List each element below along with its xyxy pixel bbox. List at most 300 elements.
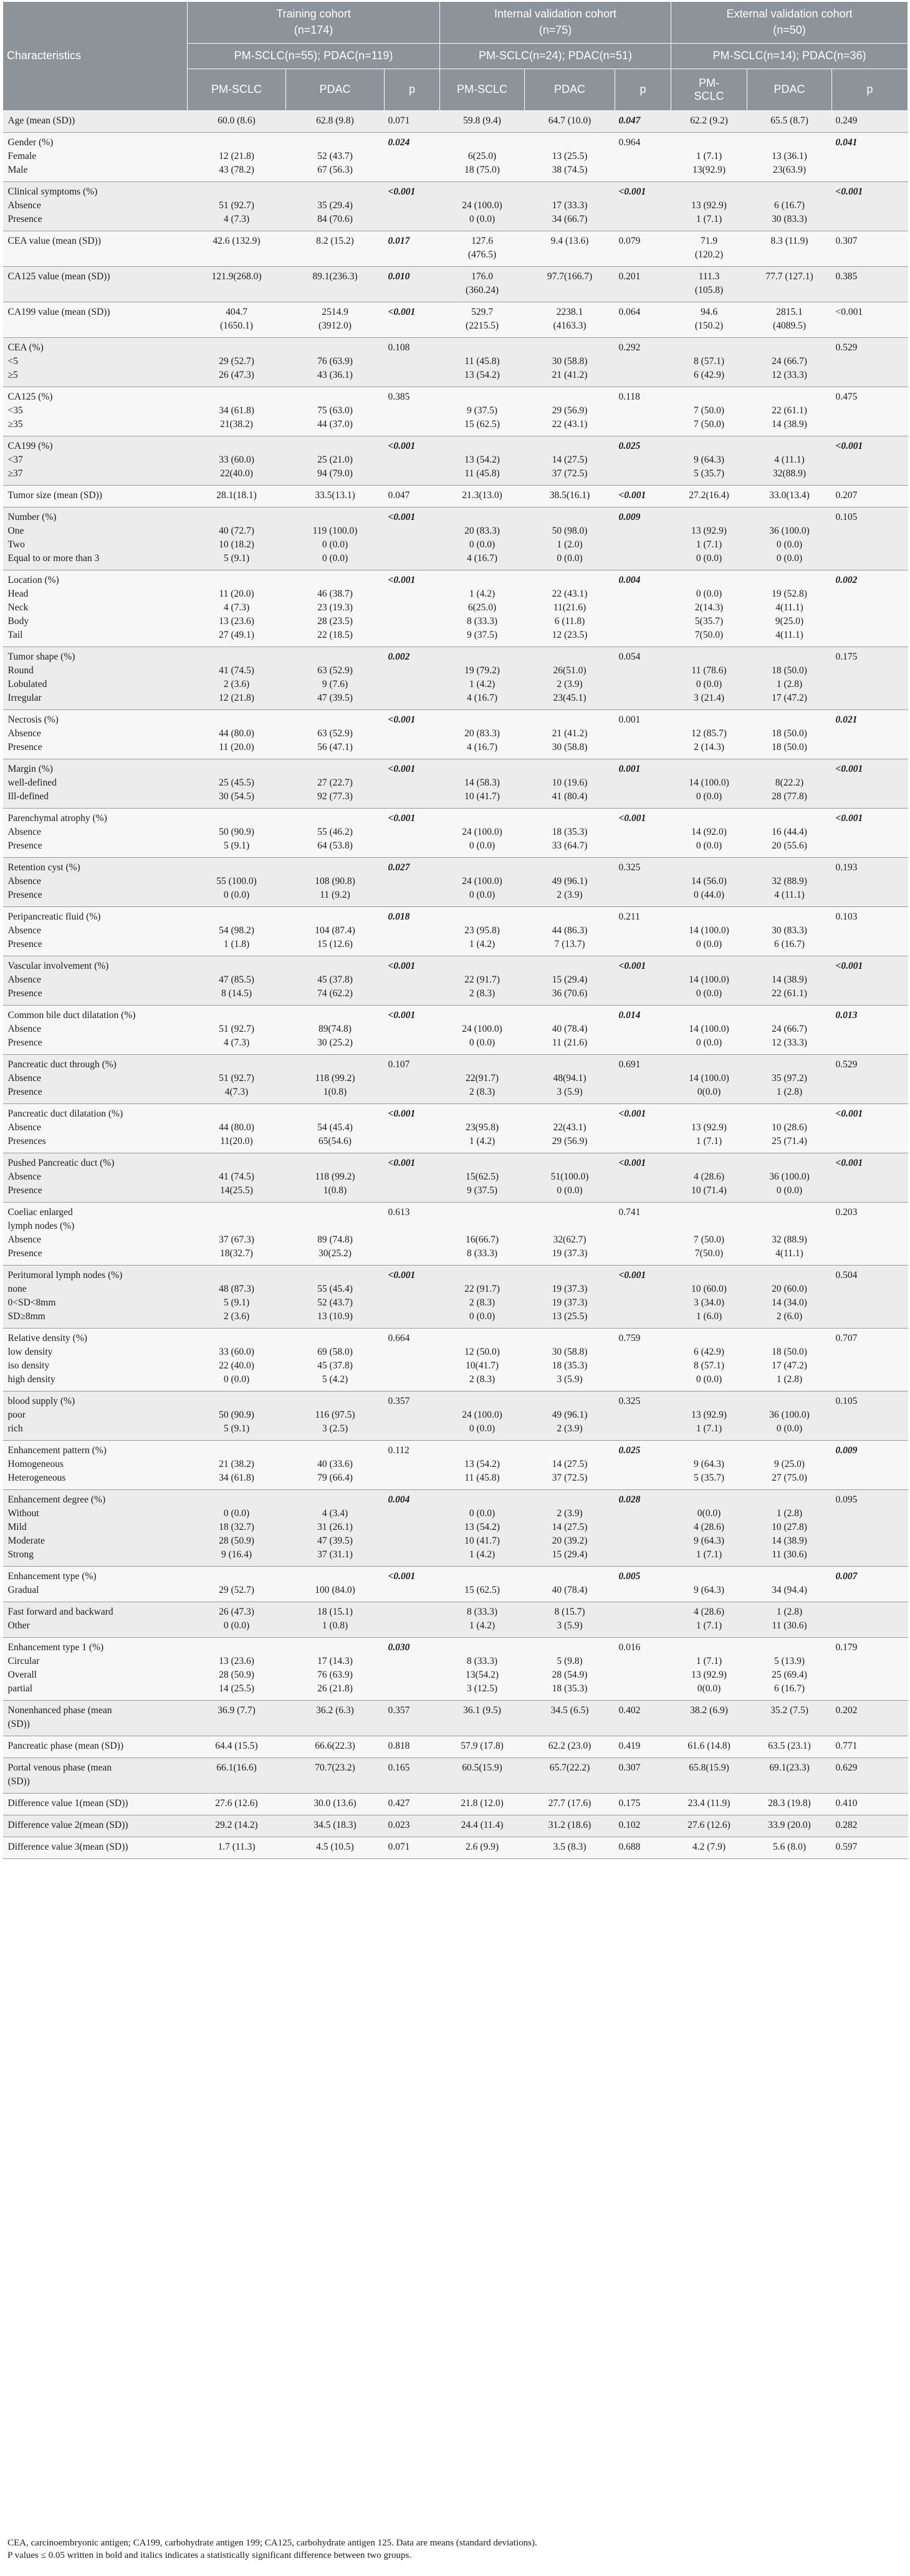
- table-cell: 38.2 (6.9): [671, 1701, 747, 1736]
- table-cell: 1 (7.1) 13(92.9): [671, 133, 747, 182]
- table-cell: 1 (2.8) 10 (27.8) 14 (38.9) 11 (30.6): [747, 1490, 832, 1567]
- p-value-cell: 0.325: [615, 1391, 671, 1441]
- table-row: [3, 759, 908, 809]
- table-cell: 33 (60.0) 22 (40.0) 0 (0.0): [188, 1329, 286, 1391]
- table-cell: 19 (79.2) 1 (4.2) 4 (16.7): [440, 647, 525, 710]
- table-cell: 40 (33.6) 79 (66.4): [286, 1441, 385, 1490]
- table-cell: 14 (100.0) 0 (0.0): [671, 1006, 747, 1055]
- table-cell: 29 (52.7): [188, 1567, 286, 1602]
- p-value-cell: <0.001: [832, 809, 908, 858]
- row-label: Pancreatic duct dilatation (%) Absence Presences: [3, 1104, 188, 1153]
- table-cell: 3.5 (8.3): [525, 1837, 615, 1859]
- table-cell: 8(22.2) 28 (77.8): [747, 759, 832, 809]
- p-value-cell: <0.001: [385, 1104, 440, 1153]
- column-header: PDAC: [525, 69, 615, 111]
- table-cell: 33 (60.0) 22(40.0): [188, 436, 286, 486]
- table-cell: 63 (52.9) 56 (47.1): [286, 710, 385, 759]
- table-row: [3, 436, 908, 486]
- p-value-cell: 0.175: [832, 647, 908, 710]
- row-label: Fast forward and backward Other: [3, 1602, 188, 1638]
- table-cell: 13 (54.2) 11 (45.8): [440, 1441, 525, 1490]
- table-cell: 19 (52.8) 4(11.1) 9(25.0) 4(11.1): [747, 570, 832, 647]
- table-cell: 38.5(16.1): [525, 486, 615, 507]
- row-label: CA125 (%) <35 ≥35: [3, 387, 188, 436]
- table-row: [3, 111, 908, 133]
- table-cell: 35.2 (7.5): [747, 1701, 832, 1736]
- table-cell: 49 (96.1) 2 (3.9): [525, 1391, 615, 1441]
- table-cell: 118 (99.2) 1(0.8): [286, 1153, 385, 1203]
- table-row: [3, 1758, 908, 1794]
- table-cell: 13 (92.9) 1 (7.1): [671, 1104, 747, 1153]
- p-value-cell: 0.023: [385, 1815, 440, 1837]
- table-cell: 8 (57.1) 6 (42.9): [671, 338, 747, 387]
- p-value-cell: 0.071: [385, 111, 440, 133]
- row-label: Difference value 3(mean (SD)): [3, 1837, 188, 1859]
- table-cell: 32 (88.9) 4 (11.1): [747, 858, 832, 907]
- table-cell: 48(94.1) 3 (5.9): [525, 1055, 615, 1104]
- table-cell: 44 (80.0) 11 (20.0): [188, 710, 286, 759]
- table-cell: 41 (74.5) 2 (3.6) 12 (21.8): [188, 647, 286, 710]
- p-value-cell: 0.108: [385, 338, 440, 387]
- row-label: Age (mean (SD)): [3, 111, 188, 133]
- table-row: [3, 387, 908, 436]
- p-value-cell: 0.047: [615, 111, 671, 133]
- row-label: Enhancement type (%) Gradual: [3, 1567, 188, 1602]
- column-header: p: [615, 69, 671, 111]
- footnote-significance: P values ≤ 0.05 written in bold and italics indicates a statistically significant difference between two groups.: [7, 2550, 412, 2560]
- table-cell: 51 (92.7) 4 (7.3): [188, 182, 286, 231]
- table-cell: 9 (64.3) 5 (35.7): [671, 1441, 747, 1490]
- table-cell: 24 (100.0) 0 (0.0): [440, 858, 525, 907]
- table-row: [3, 267, 908, 302]
- table-cell: 529.7 (2215.5): [440, 302, 525, 338]
- table-row: [3, 1153, 908, 1203]
- table-cell: 45 (37.8) 74 (62.2): [286, 956, 385, 1006]
- row-label: Enhancement degree (%) Without Mild Moderate Strong: [3, 1490, 188, 1567]
- row-label: Enhancement type 1 (%) Circular Overall partial: [3, 1638, 188, 1701]
- table-cell: 2.6 (9.9): [440, 1837, 525, 1859]
- column-header: p: [385, 69, 440, 111]
- p-value-cell: 0.385: [385, 387, 440, 436]
- table-row: [3, 507, 908, 570]
- p-value-cell: <0.001: [832, 956, 908, 1006]
- table-cell: 24 (100.0) 0 (0.0): [440, 1006, 525, 1055]
- table-cell: 11 (45.8) 13 (54.2): [440, 338, 525, 387]
- row-label: Coeliac enlarged lymph nodes (%) Absence Presence: [3, 1203, 188, 1266]
- table-row: [3, 182, 908, 231]
- table-cell: 116 (97.5) 3 (2.5): [286, 1391, 385, 1441]
- table-cell: 18 (35.3) 33 (64.7): [525, 809, 615, 858]
- table-row: [3, 1203, 908, 1266]
- p-value-cell: 0.771: [832, 1736, 908, 1758]
- column-header: p: [832, 69, 908, 111]
- p-value-cell: 0.207: [832, 486, 908, 507]
- table-row: [3, 338, 908, 387]
- table-cell: 16 (44.4) 20 (55.6): [747, 809, 832, 858]
- row-label: Peritumoral lymph nodes (%) none 0<SD<8mm SD≥8mm: [3, 1266, 188, 1329]
- p-value-cell: 0.105: [832, 1391, 908, 1441]
- p-value-cell: 0.818: [385, 1736, 440, 1758]
- table-cell: 6 (16.7) 30 (83.3): [747, 182, 832, 231]
- p-value-cell: 0.629: [832, 1758, 908, 1794]
- table-row: [3, 858, 908, 907]
- table-cell: 104 (87.4) 15 (12.6): [286, 907, 385, 956]
- p-value-cell: <0.001: [385, 1006, 440, 1055]
- table-cell: 66.6(22.3): [286, 1736, 385, 1758]
- table-cell: 24 (100.0) 0 (0.0): [440, 182, 525, 231]
- p-value-cell: 0.688: [615, 1837, 671, 1859]
- table-cell: 9.4 (13.6): [525, 231, 615, 267]
- table-cell: 62.2 (23.0): [525, 1736, 615, 1758]
- table-cell: 10 (60.0) 3 (34.0) 1 (6.0): [671, 1266, 747, 1329]
- table-cell: 50 (90.9) 5 (9.1): [188, 1391, 286, 1441]
- p-value-cell: <0.001: [385, 1153, 440, 1203]
- p-value-cell: 0.018: [385, 907, 440, 956]
- table-cell: 17 (14.3) 76 (63.9) 26 (21.8): [286, 1638, 385, 1701]
- table-row: [3, 1701, 908, 1736]
- p-value-cell: 0.071: [385, 1837, 440, 1859]
- table-cell: 40 (78.4) 11 (21.6): [525, 1006, 615, 1055]
- table-cell: 65.7(22.2): [525, 1758, 615, 1794]
- table-cell: 13 (92.9) 1 (7.1): [671, 1391, 747, 1441]
- p-value-cell: 0.211: [615, 907, 671, 956]
- table-row: [3, 1055, 908, 1104]
- p-value-cell: [615, 1602, 671, 1638]
- table-cell: 24 (66.7) 12 (33.3): [747, 1006, 832, 1055]
- p-value-cell: 0.410: [832, 1794, 908, 1815]
- p-value-cell: 0.103: [832, 907, 908, 956]
- table-row: [3, 1266, 908, 1329]
- table-cell: 31.2 (18.6): [525, 1815, 615, 1837]
- table-row: [3, 1837, 908, 1859]
- table-cell: 17 (33.3) 34 (66.7): [525, 182, 615, 231]
- row-label: Difference value 1(mean (SD)): [3, 1794, 188, 1815]
- table-row: [3, 1391, 908, 1441]
- table-cell: 111.3 (105.8): [671, 267, 747, 302]
- table-cell: 118 (99.2) 1(0.8): [286, 1055, 385, 1104]
- table-cell: 62.2 (9.2): [671, 111, 747, 133]
- table-cell: 21.3(13.0): [440, 486, 525, 507]
- row-label: Pushed Pancreatic duct (%) Absence Presence: [3, 1153, 188, 1203]
- p-value-cell: 0.325: [615, 858, 671, 907]
- table-cell: 10 (19.6) 41 (80.4): [525, 759, 615, 809]
- table-cell: 51(100.0) 0 (0.0): [525, 1153, 615, 1203]
- p-value-cell: [385, 1602, 440, 1638]
- table-cell: 14 (58.3) 10 (41.7): [440, 759, 525, 809]
- table-row: [3, 1329, 908, 1391]
- table-cell: 7 (50.0) 7 (50.0): [671, 387, 747, 436]
- table-cell: 8 (33.3) 1 (4.2): [440, 1602, 525, 1638]
- table-cell: 9 (64.3) 5 (35.7): [671, 436, 747, 486]
- row-label: CA199 (%) <37 ≥37: [3, 436, 188, 486]
- table-cell: 34.5 (6.5): [525, 1701, 615, 1736]
- table-cell: 18 (15.1) 1 (0.8): [286, 1602, 385, 1638]
- row-label: Portal venous phase (mean (SD)): [3, 1758, 188, 1794]
- p-value-cell: <0.001: [385, 302, 440, 338]
- p-value-cell: <0.001: [385, 507, 440, 570]
- table-cell: 27.6 (12.6): [671, 1815, 747, 1837]
- table-cell: 27.2(16.4): [671, 486, 747, 507]
- row-label: Number (%) One Two Equal to or more than 3: [3, 507, 188, 570]
- table-cell: 50 (98.0) 1 (2.0) 0 (0.0): [525, 507, 615, 570]
- table-cell: 5 (9.8) 28 (54.9) 18 (35.3): [525, 1638, 615, 1701]
- column-header: PDAC: [747, 69, 832, 111]
- table-cell: 94.6 (150.2): [671, 302, 747, 338]
- p-value-cell: <0.001: [615, 1104, 671, 1153]
- p-value-cell: 0.597: [832, 1837, 908, 1859]
- p-value-cell: <0.001: [832, 436, 908, 486]
- table-cell: 33.5(13.1): [286, 486, 385, 507]
- table-cell: 36 (100.0) 0 (0.0): [747, 1153, 832, 1203]
- table-cell: 69.1(23.3): [747, 1758, 832, 1794]
- table-cell: 14 (100.0) 0(0.0): [671, 1055, 747, 1104]
- p-value-cell: 0.054: [615, 647, 671, 710]
- table-cell: 13 (36.1) 23(63.9): [747, 133, 832, 182]
- p-value-cell: <0.001: [385, 570, 440, 647]
- p-value-cell: 0.025: [615, 436, 671, 486]
- table-row: [3, 1104, 908, 1153]
- table-cell: 0 (0.0) 18 (32.7) 28 (50.9) 9 (16.4): [188, 1490, 286, 1567]
- table-cell: 4.2 (7.9): [671, 1837, 747, 1859]
- p-value-cell: <0.001: [385, 436, 440, 486]
- table-cell: 24 (100.0) 0 (0.0): [440, 809, 525, 858]
- row-label: Difference value 2(mean (SD)): [3, 1815, 188, 1837]
- table-cell: 97.7(166.7): [525, 267, 615, 302]
- row-label: Retention cyst (%) Absence Presence: [3, 858, 188, 907]
- table-cell: 24 (100.0) 0 (0.0): [440, 1391, 525, 1441]
- table-cell: 34.5 (18.3): [286, 1815, 385, 1837]
- table-cell: 71.9 (120.2): [671, 231, 747, 267]
- table-cell: 24 (66.7) 12 (33.3): [747, 338, 832, 387]
- table-cell: 34 (61.8) 21(38.2): [188, 387, 286, 436]
- p-value-cell: 0.707: [832, 1329, 908, 1391]
- table-cell: 24.4 (11.4): [440, 1815, 525, 1837]
- column-header: PM-SCLC: [188, 69, 286, 111]
- table-cell: 36.2 (6.3): [286, 1701, 385, 1736]
- table-cell: 55 (100.0) 0 (0.0): [188, 858, 286, 907]
- table-cell: 13 (25.5) 38 (74.5): [525, 133, 615, 182]
- table-cell: 47 (85.5) 8 (14.5): [188, 956, 286, 1006]
- p-value-cell: 0.249: [832, 111, 908, 133]
- table-cell: 21 (41.2) 30 (58.8): [525, 710, 615, 759]
- table-cell: 15(62.5) 9 (37.5): [440, 1153, 525, 1203]
- table-cell: 89.1(236.3): [286, 267, 385, 302]
- p-value-cell: 0.016: [615, 1638, 671, 1701]
- p-value-cell: 0.047: [385, 486, 440, 507]
- table-cell: 4 (11.1) 32(88.9): [747, 436, 832, 486]
- table-cell: 55 (46.2) 64 (53.8): [286, 809, 385, 858]
- p-value-cell: [832, 1602, 908, 1638]
- p-value-cell: 0.017: [385, 231, 440, 267]
- table-cell: 5.6 (8.0): [747, 1837, 832, 1859]
- p-value-cell: 0.201: [615, 267, 671, 302]
- p-value-cell: <0.001: [385, 1567, 440, 1602]
- table-cell: 8 (15.7) 3 (5.9): [525, 1602, 615, 1638]
- table-row: [3, 1602, 908, 1638]
- table-cell: 176.0 (360.24): [440, 267, 525, 302]
- table-row: [3, 647, 908, 710]
- p-value-cell: 0.004: [385, 1490, 440, 1567]
- p-value-cell: 0.064: [615, 302, 671, 338]
- table-cell: 25 (45.5) 30 (54.5): [188, 759, 286, 809]
- table-row: [3, 956, 908, 1006]
- p-value-cell: 0.357: [385, 1701, 440, 1736]
- table-cell: 2815.1 (4089.5): [747, 302, 832, 338]
- row-label: Peripancreatic fluid (%) Absence Presence: [3, 907, 188, 956]
- table-cell: 40 (78.4): [525, 1567, 615, 1602]
- row-label: Nonenhanced phase (mean (SD)): [3, 1701, 188, 1736]
- table-cell: 77.7 (127.1): [747, 267, 832, 302]
- table-cell: 33.0(13.4): [747, 486, 832, 507]
- table-cell: 4.5 (10.5): [286, 1837, 385, 1859]
- p-value-cell: 0.041: [832, 133, 908, 182]
- p-value-cell: 0.030: [385, 1638, 440, 1701]
- table-cell: 13 (23.6) 28 (50.9) 14 (25.5): [188, 1638, 286, 1701]
- table-cell: 121.9(268.0): [188, 267, 286, 302]
- table-cell: 65.8(15.9): [671, 1758, 747, 1794]
- table-cell: 49 (96.1) 2 (3.9): [525, 858, 615, 907]
- table-row: [3, 231, 908, 267]
- table-cell: 1 (4.2) 6(25.0) 8 (33.3) 9 (37.5): [440, 570, 525, 647]
- table-cell: 22 (43.1) 11(21.6) 6 (11.8) 12 (23.5): [525, 570, 615, 647]
- column-header: PM-SCLC: [440, 69, 525, 111]
- table-cell: 1.7 (11.3): [188, 1837, 286, 1859]
- p-value-cell: 0.013: [832, 1006, 908, 1055]
- table-cell: 35 (97.2) 1 (2.8): [747, 1055, 832, 1104]
- table-cell: 22(43.1) 29 (56.9): [525, 1104, 615, 1153]
- p-value-cell: <0.001: [832, 1153, 908, 1203]
- p-value-cell: <0.001: [385, 956, 440, 1006]
- row-label: Pancreatic duct through (%) Absence Presence: [3, 1055, 188, 1104]
- training-cohort-split: PM-SCLC(n=55); PDAC(n=119): [188, 44, 440, 69]
- p-value-cell: 0.005: [615, 1567, 671, 1602]
- table-cell: 59.8 (9.4): [440, 111, 525, 133]
- table-cell: 12 (85.7) 2 (14.3): [671, 710, 747, 759]
- table-row: [3, 486, 908, 507]
- row-label: Tumor shape (%) Round Lobulated Irregular: [3, 647, 188, 710]
- table-cell: 89(74.8) 30 (25.2): [286, 1006, 385, 1055]
- table-cell: 13 (92.9) 1 (7.1): [671, 182, 747, 231]
- p-value-cell: 0.009: [832, 1441, 908, 1490]
- table-cell: 11 (20.0) 4 (7.3) 13 (23.6) 27 (49.1): [188, 570, 286, 647]
- row-label: Gender (%) Female Male: [3, 133, 188, 182]
- row-label: Common bile duct dilatation (%) Absence Presence: [3, 1006, 188, 1055]
- table-cell: 63.5 (23.1): [747, 1736, 832, 1758]
- table-cell: 30 (58.8) 21 (41.2): [525, 338, 615, 387]
- row-label: Clinical symptoms (%) Absence Presence: [3, 182, 188, 231]
- p-value-cell: 0.004: [615, 570, 671, 647]
- table-cell: 28.3 (19.8): [747, 1794, 832, 1815]
- table-cell: 57.9 (17.8): [440, 1736, 525, 1758]
- table-cell: 5 (13.9) 25 (69.4) 6 (16.7): [747, 1638, 832, 1701]
- p-value-cell: 0.282: [832, 1815, 908, 1837]
- table-cell: 37 (67.3) 18(32.7): [188, 1203, 286, 1266]
- table-row: [3, 1815, 908, 1837]
- table-cell: 108 (90.8) 11 (9.2): [286, 858, 385, 907]
- table-cell: 404.7 (1650.1): [188, 302, 286, 338]
- table-cell: 1 (7.1) 13 (92.9) 0(0.0): [671, 1638, 747, 1701]
- row-label: CEA value (mean (SD)): [3, 231, 188, 267]
- table-cell: 52 (43.7) 67 (56.3): [286, 133, 385, 182]
- table-cell: 16(66.7) 8 (33.3): [440, 1203, 525, 1266]
- external-validation-cohort-header: External validation cohort (n=50): [671, 2, 908, 44]
- table-cell: 12 (50.0) 10(41.7) 2 (8.3): [440, 1329, 525, 1391]
- table-cell: 48 (87.3) 5 (9.1) 2 (3.6): [188, 1266, 286, 1329]
- table-row: [3, 1490, 908, 1567]
- table-cell: 10 (28.6) 25 (71.4): [747, 1104, 832, 1153]
- table-cell: 4 (3.4) 31 (26.1) 47 (39.5) 37 (31.1): [286, 1490, 385, 1567]
- table-row: [3, 809, 908, 858]
- table-row: [3, 1441, 908, 1490]
- row-label: CA199 value (mean (SD)): [3, 302, 188, 338]
- p-value-cell: 0.357: [385, 1391, 440, 1441]
- table-cell: 15 (62.5): [440, 1567, 525, 1602]
- table-cell: 14 (92.0) 0 (0.0): [671, 809, 747, 858]
- table-cell: 11 (78.6) 0 (0.0) 3 (21.4): [671, 647, 747, 710]
- p-value-cell: 0.002: [832, 570, 908, 647]
- p-value-cell: <0.001: [615, 182, 671, 231]
- p-value-cell: <0.001: [385, 809, 440, 858]
- table-cell: 26(51.0) 2 (3.9) 23(45.1): [525, 647, 615, 710]
- table-cell: 32 (88.9) 4(11.1): [747, 1203, 832, 1266]
- table-cell: 21.8 (12.0): [440, 1794, 525, 1815]
- table-cell: 54 (98.2) 1 (1.8): [188, 907, 286, 956]
- table-cell: 64.7 (10.0): [525, 111, 615, 133]
- table-cell: 60.0 (8.6): [188, 111, 286, 133]
- table-row: [3, 570, 908, 647]
- table-cell: 36.1 (9.5): [440, 1701, 525, 1736]
- table-cell: 36 (100.0) 0 (0.0): [747, 1391, 832, 1441]
- table-cell: 23.4 (11.9): [671, 1794, 747, 1815]
- table-cell: 18 (50.0) 17 (47.2) 1 (2.8): [747, 1329, 832, 1391]
- table-cell: 29 (52.7) 26 (47.3): [188, 338, 286, 387]
- table-cell: 20 (60.0) 14 (34.0) 2 (6.0): [747, 1266, 832, 1329]
- table-cell: 8.3 (11.9): [747, 231, 832, 267]
- table-cell: 44 (86.3) 7 (13.7): [525, 907, 615, 956]
- table-cell: 9 (37.5) 15 (62.5): [440, 387, 525, 436]
- training-cohort-header: Training cohort (n=174): [188, 2, 440, 44]
- table-cell: 35 (29.4) 84 (70.6): [286, 182, 385, 231]
- table-cell: 29.2 (14.2): [188, 1815, 286, 1837]
- table-cell: 13 (54.2) 11 (45.8): [440, 436, 525, 486]
- table-cell: 18 (50.0) 18 (50.0): [747, 710, 832, 759]
- table-body: [3, 111, 908, 1859]
- table-cell: 25 (21.0) 94 (79.0): [286, 436, 385, 486]
- row-label: blood supply (%) poor rich: [3, 1391, 188, 1441]
- table-cell: 51 (92.7) 4 (7.3): [188, 1006, 286, 1055]
- p-value-cell: 0.118: [615, 387, 671, 436]
- table-cell: 33.9 (20.0): [747, 1815, 832, 1837]
- p-value-cell: 0.027: [385, 858, 440, 907]
- table-cell: 34 (94.4): [747, 1567, 832, 1602]
- row-label: Vascular involvement (%) Absence Presence: [3, 956, 188, 1006]
- p-value-cell: 0.024: [385, 133, 440, 182]
- p-value-cell: 0.741: [615, 1203, 671, 1266]
- table-cell: 18 (50.0) 1 (2.8) 17 (47.2): [747, 647, 832, 710]
- table-header: [3, 2, 908, 111]
- p-value-cell: 0.014: [615, 1006, 671, 1055]
- table-cell: 41 (74.5) 14(25.5): [188, 1153, 286, 1203]
- table-cell: 30.0 (13.6): [286, 1794, 385, 1815]
- internal-cohort-split: PM-SCLC(n=24); PDAC(n=51): [440, 44, 671, 69]
- row-label: Location (%) Head Neck Body Tail: [3, 570, 188, 647]
- table-cell: 0 (0.0) 2(14.3) 5(35.7) 7(50.0): [671, 570, 747, 647]
- p-value-cell: 0.001: [615, 759, 671, 809]
- row-label: Tumor size (mean (SD)): [3, 486, 188, 507]
- row-label: Necrosis (%) Absence Presence: [3, 710, 188, 759]
- p-value-cell: 0.402: [615, 1701, 671, 1736]
- table-cell: 40 (72.7) 10 (18.2) 5 (9.1): [188, 507, 286, 570]
